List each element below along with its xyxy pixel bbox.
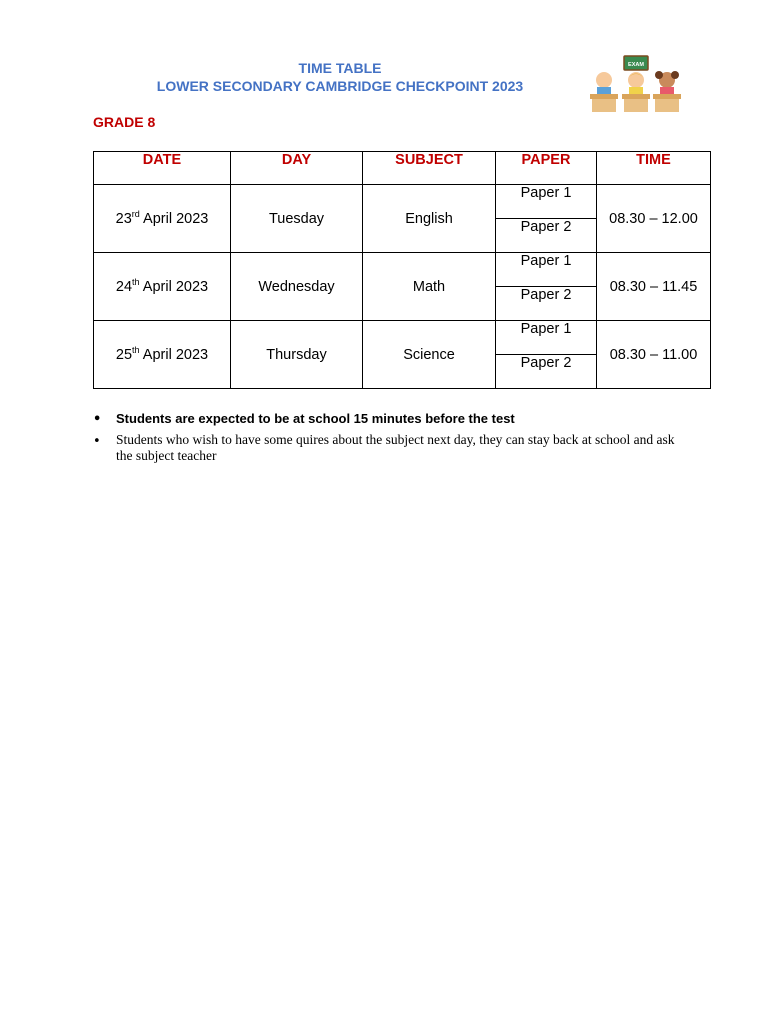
- header-day: DAY: [231, 152, 363, 185]
- subject-cell: Math: [363, 253, 496, 321]
- paper-cell: Paper 1: [496, 253, 597, 287]
- table-row: [94, 321, 711, 355]
- exam-sign-text: EXAM: [628, 62, 644, 68]
- paper-cell: Paper 1: [496, 185, 597, 219]
- note-text: Students are expected to be at school 15 minutes before the test: [116, 411, 515, 426]
- time-cell: 08.30 – 11.45: [597, 253, 711, 321]
- header-subject: SUBJECT: [363, 152, 496, 185]
- notes-list: [93, 410, 693, 464]
- time-cell: 08.30 – 12.00: [597, 185, 711, 253]
- header-date: DATE: [94, 152, 231, 185]
- subject-cell: Science: [363, 321, 496, 389]
- timetable: [93, 151, 711, 389]
- grade-label: GRADE 8: [93, 114, 156, 130]
- note-text: Students who wish to have some quires about the subject next day, they can stay back at school and ask the subject teacher: [116, 432, 675, 463]
- header-time: TIME: [597, 152, 711, 185]
- time-cell: 08.30 – 11.00: [597, 321, 711, 389]
- bullet-icon: •: [93, 412, 102, 427]
- date-cell: 24th April 2023: [94, 253, 231, 321]
- table-row: [94, 253, 711, 287]
- day-cell: Thursday: [231, 321, 363, 389]
- table-row: [94, 185, 711, 219]
- table-header-row: [94, 152, 711, 185]
- paper-cell: Paper 2: [496, 219, 597, 253]
- bullet-icon: •: [93, 434, 101, 449]
- paper-cell: Paper 1: [496, 321, 597, 355]
- paper-cell: Paper 2: [496, 287, 597, 321]
- date-cell: 23rd April 2023: [94, 185, 231, 253]
- day-cell: Tuesday: [231, 185, 363, 253]
- page-title: TIME TABLE: [298, 60, 382, 76]
- header-paper: PAPER: [496, 152, 597, 185]
- list-item: [93, 432, 693, 464]
- subject-cell: English: [363, 185, 496, 253]
- students-clipart-icon: [586, 54, 682, 114]
- day-cell: Wednesday: [231, 253, 363, 321]
- date-cell: 25th April 2023: [94, 321, 231, 389]
- list-item: [93, 410, 693, 428]
- page-subtitle: LOWER SECONDARY CAMBRIDGE CHECKPOINT 2023: [156, 78, 524, 94]
- paper-cell: Paper 2: [496, 355, 597, 389]
